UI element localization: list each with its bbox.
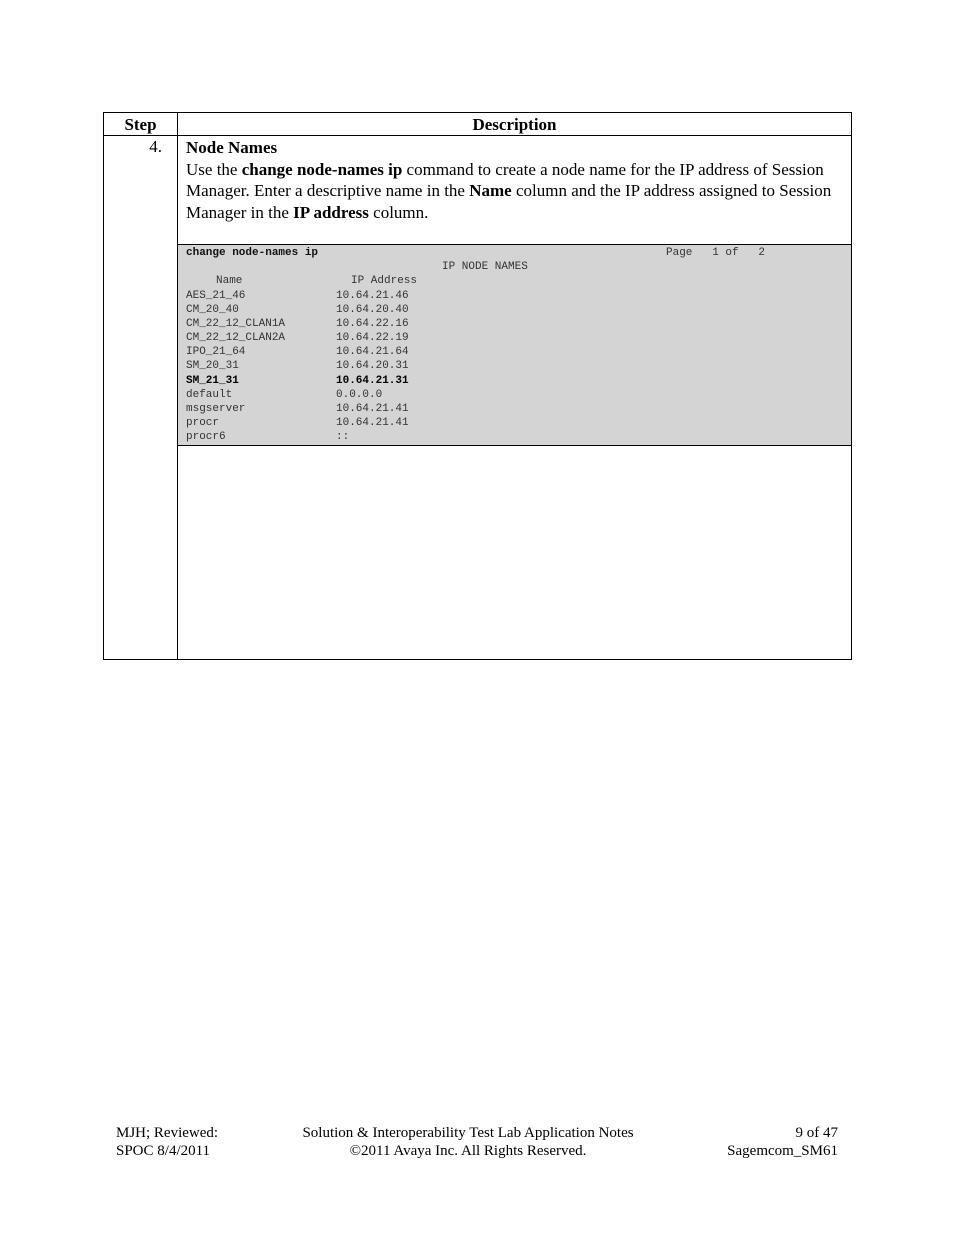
step-description — [186, 137, 846, 223]
para-text-3: column and the IP address assigned to Session Manager in the — [186, 181, 832, 222]
section-title: Node Names — [186, 138, 278, 157]
node-ip: 10.64.20.31 — [336, 360, 409, 373]
table-header-row — [104, 113, 851, 136]
node-name: CM_20_40 — [186, 304, 239, 317]
node-ip: :: — [336, 430, 350, 443]
node-name: CM_22_12_CLAN1A — [186, 318, 286, 331]
header-step: Step — [124, 115, 157, 134]
footer-page-info — [700, 1124, 838, 1160]
footer-title — [294, 1124, 642, 1160]
node-ip: 10.64.22.19 — [336, 332, 409, 345]
node-row — [186, 345, 786, 359]
node-row — [186, 416, 786, 430]
node-row — [186, 289, 786, 303]
header-description: Description — [472, 115, 557, 134]
node-row — [186, 402, 786, 416]
node-ip: 10.64.21.64 — [336, 346, 409, 359]
para-text-4: column. — [368, 202, 429, 222]
instruction-paragraph — [186, 159, 846, 224]
node-name: procr — [186, 416, 220, 429]
footer-page-number: 9 of 47 — [795, 1125, 838, 1141]
node-name: AES_21_46 — [186, 290, 246, 302]
step-table — [103, 112, 852, 660]
node-row — [186, 388, 786, 402]
node-name: SM_21_31 — [186, 374, 239, 387]
node-names-list — [186, 289, 786, 444]
node-row — [186, 317, 786, 331]
node-row-highlighted — [186, 374, 786, 388]
ip-column-ref: IP address — [293, 202, 369, 222]
terminal-screen — [178, 244, 851, 446]
step-number: 4. — [149, 137, 162, 156]
terminal-screen-title: IP NODE NAMES — [442, 261, 528, 273]
node-ip: 10.64.21.46 — [336, 290, 409, 302]
node-row — [186, 331, 786, 345]
node-name: IPO_21_64 — [186, 346, 246, 359]
node-name: msgserver — [186, 402, 246, 415]
footer-title-line1: Solution & Interoperability Test Lab Application Notes — [302, 1125, 634, 1141]
terminal-page-indicator: Page 1 of 2 — [666, 247, 766, 259]
node-ip: 10.64.21.31 — [336, 374, 409, 387]
terminal-command: change node-names ip — [186, 247, 319, 259]
node-ip: 10.64.22.16 — [336, 318, 409, 331]
node-row — [186, 303, 786, 317]
para-text-1: Use the — [186, 159, 242, 179]
node-name: default — [186, 388, 233, 401]
node-ip: 0.0.0.0 — [336, 388, 383, 401]
footer-doc-id: Sagemcom_SM61 — [727, 1143, 838, 1159]
para-text-2: command to create a node name for the IP address of Session Manager. Enter a descriptive name in the — [186, 159, 824, 200]
node-row — [186, 430, 786, 444]
footer-author-line1: MJH; Reviewed: — [116, 1125, 219, 1141]
node-ip: 10.64.20.40 — [336, 304, 409, 317]
node-ip: 10.64.21.41 — [336, 402, 409, 415]
footer-author — [116, 1124, 218, 1160]
name-column-ref: Name — [469, 181, 512, 200]
node-name: CM_22_12_CLAN2A — [186, 332, 286, 345]
command-name: change node-names ip — [241, 159, 403, 179]
node-ip: 10.64.21.41 — [336, 416, 409, 429]
footer-author-line2: SPOC 8/4/2011 — [116, 1143, 211, 1159]
node-name: SM_20_31 — [186, 360, 239, 373]
terminal-col-name: Name — [216, 275, 243, 287]
node-row — [186, 359, 786, 373]
terminal-col-ip: IP Address — [351, 275, 418, 287]
node-name: procr6 — [186, 430, 226, 443]
footer-copyright: ©2011 Avaya Inc. All Rights Reserved. — [349, 1143, 587, 1159]
